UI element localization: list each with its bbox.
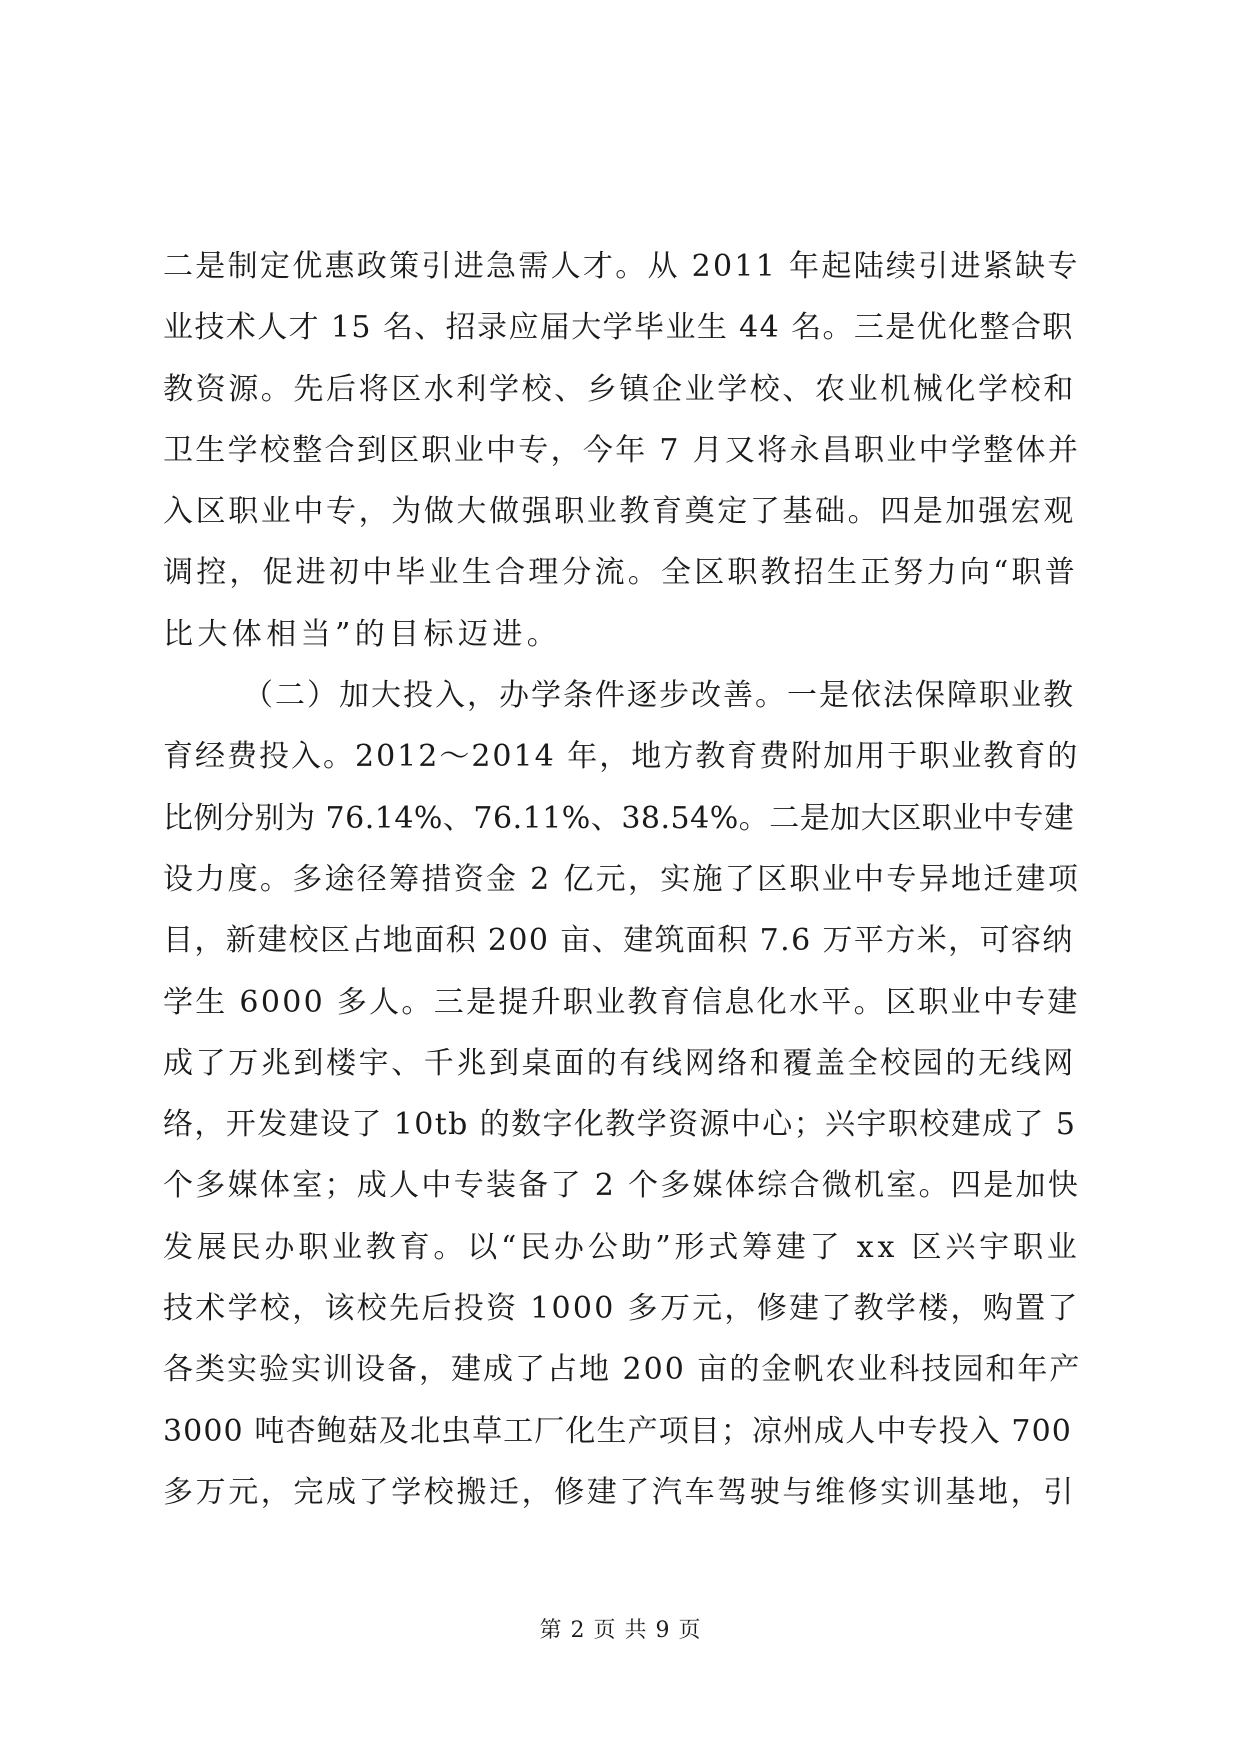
text-line: 成了万兆到楼宇、千兆到桌面的有线网络和覆盖全校园的无线网 [163,1045,1076,1081]
text-line: 调控，促进初中毕业生合理分流。全区职教招生正努力向“职普 [163,555,1078,591]
text-line: 育经费投入。2012～2014 年，地方教育费附加用于职业教育的 [163,739,1080,775]
body-text [163,236,1081,1523]
text-line: 设力度。多途径筹措资金 2 亿元，实施了区职业中专异地迁建项 [163,861,1081,897]
text-line: 技术学校，该校先后投资 1000 多万元，修建了教学楼，购置了 [163,1291,1080,1327]
text-line: 个多媒体室；成人中专装备了 2 个多媒体综合微机室。四是加快 [163,1168,1081,1204]
section-heading-line: （二）加大投入，办学条件逐步改善。一是依法保障职业教 [243,678,1075,714]
text-line: 多万元，完成了学校搬迁，修建了汽车驾驶与维修实训基地，引 [163,1474,1076,1510]
text-line: 入区职业中专，为做大做强职业教育奠定了基础。四是加强宏观 [163,494,1076,530]
text-line: 络，开发建设了 10tb 的数字化教学资源中心；兴宇职校建成了 5 [163,1107,1077,1143]
text-line: 业技术人才 15 名、招录应届大学毕业生 44 名。三是优化整合职 [163,310,1074,346]
text-line: 3000 吨杏鲍菇及北虫草工厂化生产项目；凉州成人中专投入 700 [163,1413,1072,1449]
text-line: 学生 6000 多人。三是提升职业教育信息化水平。区职业中专建 [163,984,1080,1020]
text-line: 教资源。先后将区水利学校、乡镇企业学校、农业机械化学校和 [163,371,1076,407]
page-footer: 第 2 页 共 9 页 [539,1618,702,1643]
text-line: 目，新建校区占地面积 200 亩、建筑面积 7.6 万平方米，可容纳 [163,923,1074,959]
text-line: 比大体相当”的目标迈进。 [163,616,562,652]
text-line: 比例分别为 76.14%、76.11%、38.54%。二是加大区职业中专建 [163,800,1075,836]
text-line: 发展民办职业教育。以“民办公助”形式筹建了 xx 区兴宇职业 [163,1229,1081,1265]
text-line: 二是制定优惠政策引进急需人才。从 2011 年起陆续引进紧缺专 [163,249,1080,284]
text-line: 卫生学校整合到区职业中专，今年 7 月又将永昌职业中学整体并 [163,432,1081,468]
text-line: 各类实验实训设备，建成了占地 200 亩的金帆农业科技园和年产 [163,1352,1082,1388]
